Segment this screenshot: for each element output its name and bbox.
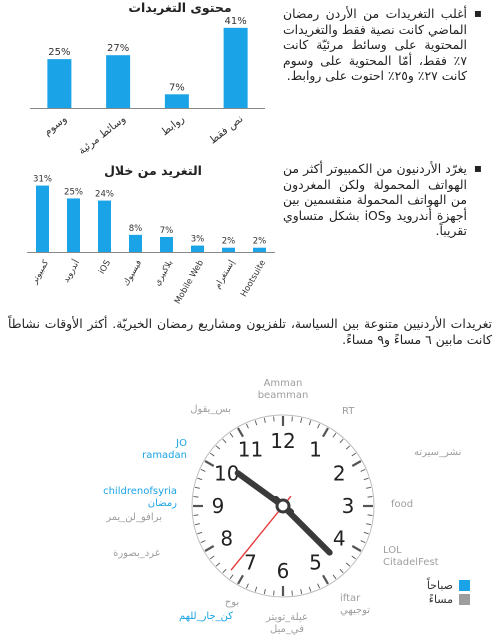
clock-topic-line: childrenofsyria [103, 486, 177, 497]
clock-tick-34 [246, 584, 248, 589]
clock-topic-line: Amman [263, 378, 303, 389]
clock-topic-line: RT [342, 406, 355, 417]
topics-description-paragraph: تغريدات الأردنيين متنوعة بين السياسة، تلفزيون ومشاريع رمضان الخيريّة. أكثر الأوقات نشاطاً كانت مابين ٦ مساءً و٩ مساءً. [8, 316, 492, 347]
clock-tick-28 [301, 589, 302, 594]
clock-number-11: 11 [237, 437, 264, 462]
clock-tick-18 [364, 532, 369, 534]
category-label-7: Hootsuite [239, 258, 269, 299]
bar-4 [160, 237, 173, 252]
clock-topic-0 [258, 378, 309, 401]
clock-tick-10 [352, 461, 361, 466]
value-label-3: 8% [128, 223, 143, 234]
clock-number-6: 6 [276, 559, 290, 583]
clock-tick-40 [205, 546, 214, 551]
value-label-7: 2% [252, 236, 267, 247]
clock-topic-line: iftar [340, 593, 361, 604]
clock-topic-line: LOL [383, 545, 402, 556]
bar-7 [253, 248, 266, 252]
clock-tick-39 [210, 556, 214, 559]
category-label-0: وسوم [41, 112, 70, 139]
value-label-5: 3% [190, 234, 205, 245]
chart-title-devices: التغريد من خلال [104, 163, 202, 178]
clock-number-7: 7 [244, 550, 257, 575]
clock-tick-12 [364, 478, 369, 480]
value-label-1: 27% [107, 43, 130, 55]
clock-topic-3 [391, 499, 413, 510]
clock-tick-57 [255, 420, 257, 425]
clock-tick-23 [340, 569, 343, 573]
clock-topic-2 [414, 447, 461, 458]
clock-tick-58 [264, 418, 265, 423]
clock-tick-8 [346, 446, 350, 449]
clock-tick-37 [223, 569, 226, 573]
clock-topic-10 [105, 512, 162, 523]
category-label-0: كمبيوتر [29, 258, 52, 286]
clock-topic-line: عيلة_تويتر [266, 612, 308, 623]
bar-1 [67, 198, 80, 252]
clock-topic-9 [113, 548, 160, 559]
clock-tick-2 [301, 418, 302, 423]
content-bar-chart [30, 16, 265, 157]
clock-number-5: 5 [309, 550, 322, 575]
category-label-3: فيسبوك [121, 258, 145, 288]
clock-tick-6 [333, 433, 336, 437]
clock-tick-48 [197, 478, 202, 480]
clock-topic-line: food [391, 499, 414, 510]
clock-tick-5 [323, 428, 328, 437]
clock-tick-59 [274, 416, 275, 421]
bar-0 [36, 186, 49, 252]
clock-topic-line: ramadan [142, 450, 187, 461]
value-label-3: 41% [224, 15, 247, 27]
clock-tick-49 [201, 469, 206, 471]
clock-topic-12 [142, 438, 187, 461]
clock-number-4: 4 [332, 526, 346, 551]
clock-topic-line: رمضان [147, 498, 177, 509]
clock-tick-42 [197, 532, 202, 534]
clock-topic-5 [340, 593, 370, 616]
clock-number-10: 10 [213, 461, 240, 486]
bar-2 [98, 201, 111, 252]
clock-tick-4 [318, 424, 320, 429]
clock-number-9: 9 [211, 494, 225, 518]
devices-bar-chart [27, 175, 275, 306]
category-label-2: iOS [97, 258, 114, 277]
clock-topic-line: توجيهي [340, 605, 371, 616]
category-label-6: إنستغرام [212, 258, 238, 291]
bar-0 [47, 59, 71, 108]
clock-tick-33 [255, 587, 257, 592]
clock-topic-line: كن_جار_للهم [178, 611, 234, 622]
clock-tick-38 [216, 563, 220, 566]
value-label-0: 31% [33, 174, 52, 185]
clock-tick-17 [366, 524, 371, 525]
clock-tick-55 [238, 428, 243, 437]
category-label-5: Mobile Web [172, 258, 207, 307]
clock-tick-14 [368, 497, 373, 498]
value-label-4: 7% [159, 226, 174, 236]
bar-5 [191, 246, 204, 252]
clock-tick-51 [210, 453, 214, 456]
content-description-paragraph: ▪ أغلب التغريدات من الأردن رمضان الماضي كانت نصية فقط والتغريدات المحتوية على وسائط مرئيّة كانت ٧٪ فقط، أمّا المحتوية على وسوم كانت ٢٧٪ و٢٥٪ احتوت على روابط. [283, 6, 467, 84]
clock-tick-16 [368, 515, 373, 516]
value-label-0: 25% [48, 47, 71, 59]
clock-topic-4 [383, 545, 439, 568]
clock-number-1: 1 [309, 437, 322, 462]
clock-tick-36 [230, 575, 233, 579]
clock-number-8: 8 [220, 526, 234, 551]
legend-item-evening [410, 592, 470, 606]
clock-number-2: 2 [332, 461, 346, 486]
clock-topic-6 [265, 612, 308, 635]
clock-tick-9 [352, 453, 356, 456]
clock-tick-52 [216, 446, 220, 449]
bar-3 [129, 235, 142, 252]
clock-topic-line: CitadelFest [383, 557, 439, 568]
bar-6 [222, 248, 235, 252]
bar-3 [224, 28, 248, 108]
clock-tick-27 [309, 587, 311, 592]
clock-topic-line: في_ميل [269, 624, 305, 635]
clock-tick-3 [309, 420, 311, 425]
clock-tick-25 [323, 575, 328, 584]
clock-topic-line: نشر_سيرته [414, 447, 462, 458]
clock-tick-13 [366, 487, 371, 488]
value-label-1: 25% [64, 187, 83, 198]
clock-topic-line: برافو_لن_يمر [106, 512, 162, 523]
category-label-3: نص فقط [207, 112, 246, 147]
clock-topic-1 [342, 406, 355, 417]
clock-tick-54 [230, 433, 233, 437]
bar-2 [165, 94, 189, 108]
legend-label-morning: صباحاً [426, 578, 453, 592]
clock-topic-line: بوح [224, 597, 240, 608]
clock-tick-41 [201, 541, 206, 543]
legend-swatch-morning [459, 580, 470, 591]
clock-topic-13 [190, 404, 231, 415]
value-label-6: 2% [221, 236, 236, 247]
clock-tick-31 [274, 591, 275, 596]
clock-tick-20 [352, 546, 361, 551]
clock-tick-53 [223, 439, 226, 443]
value-label-2: 7% [168, 82, 185, 94]
clock-tick-29 [292, 591, 293, 596]
clock-tick-26 [318, 584, 320, 589]
device-description-paragraph: ▪ يغرّد الأردنيون من الكمبيوتر أكثر من الهواتف المحمولة ولكن المغردون من الهواتف المحمولة منقسمين بين أجهزة أندرويد وiOS بشكل متساوي تقريباً. [283, 161, 467, 239]
clock-tick-7 [340, 439, 343, 443]
legend-swatch-evening [459, 594, 470, 605]
clock-tick-11 [361, 469, 366, 471]
clock-topic-7 [225, 597, 239, 608]
clock-topic-line: بس_يقول [190, 404, 231, 415]
clock-tick-50 [205, 461, 214, 466]
clock-tick-47 [195, 487, 200, 488]
clock-tick-44 [193, 515, 198, 516]
clock-center [277, 500, 289, 512]
clock-tick-22 [346, 563, 350, 566]
clock-topic-line: JO [176, 438, 187, 449]
clock-tick-56 [246, 424, 248, 429]
clock-tick-21 [352, 556, 356, 559]
clock-tick-46 [193, 497, 198, 498]
legend-item-morning [410, 578, 470, 592]
bar-1 [106, 55, 130, 108]
legend-label-evening: مساءً [428, 592, 453, 606]
clock-tick-1 [292, 416, 293, 421]
category-label-2: روابط [158, 112, 187, 139]
category-label-1: أندرويد [61, 258, 83, 285]
clock-number-12: 12 [270, 429, 296, 453]
clock-topic-line: beamman [257, 390, 309, 401]
chart-title-content: محتوى التغريدات [128, 0, 232, 15]
clock-number-3: 3 [341, 494, 355, 518]
clock-legend [410, 578, 470, 606]
clock-tick-43 [195, 524, 200, 525]
category-label-1: وسائط مرئية [76, 112, 128, 158]
clock-topic-line: غرد_بصورة [113, 548, 160, 559]
category-label-4: بلاكبيري [152, 258, 176, 288]
clock-tick-32 [264, 589, 265, 594]
clock-tick-19 [361, 541, 366, 543]
topics-clock [103, 378, 461, 635]
clock-tick-35 [238, 575, 243, 584]
clock-tick-24 [333, 575, 336, 579]
clock-topic-11 [103, 486, 177, 509]
value-label-2: 24% [95, 189, 114, 200]
clock-topic-8 [179, 611, 233, 622]
